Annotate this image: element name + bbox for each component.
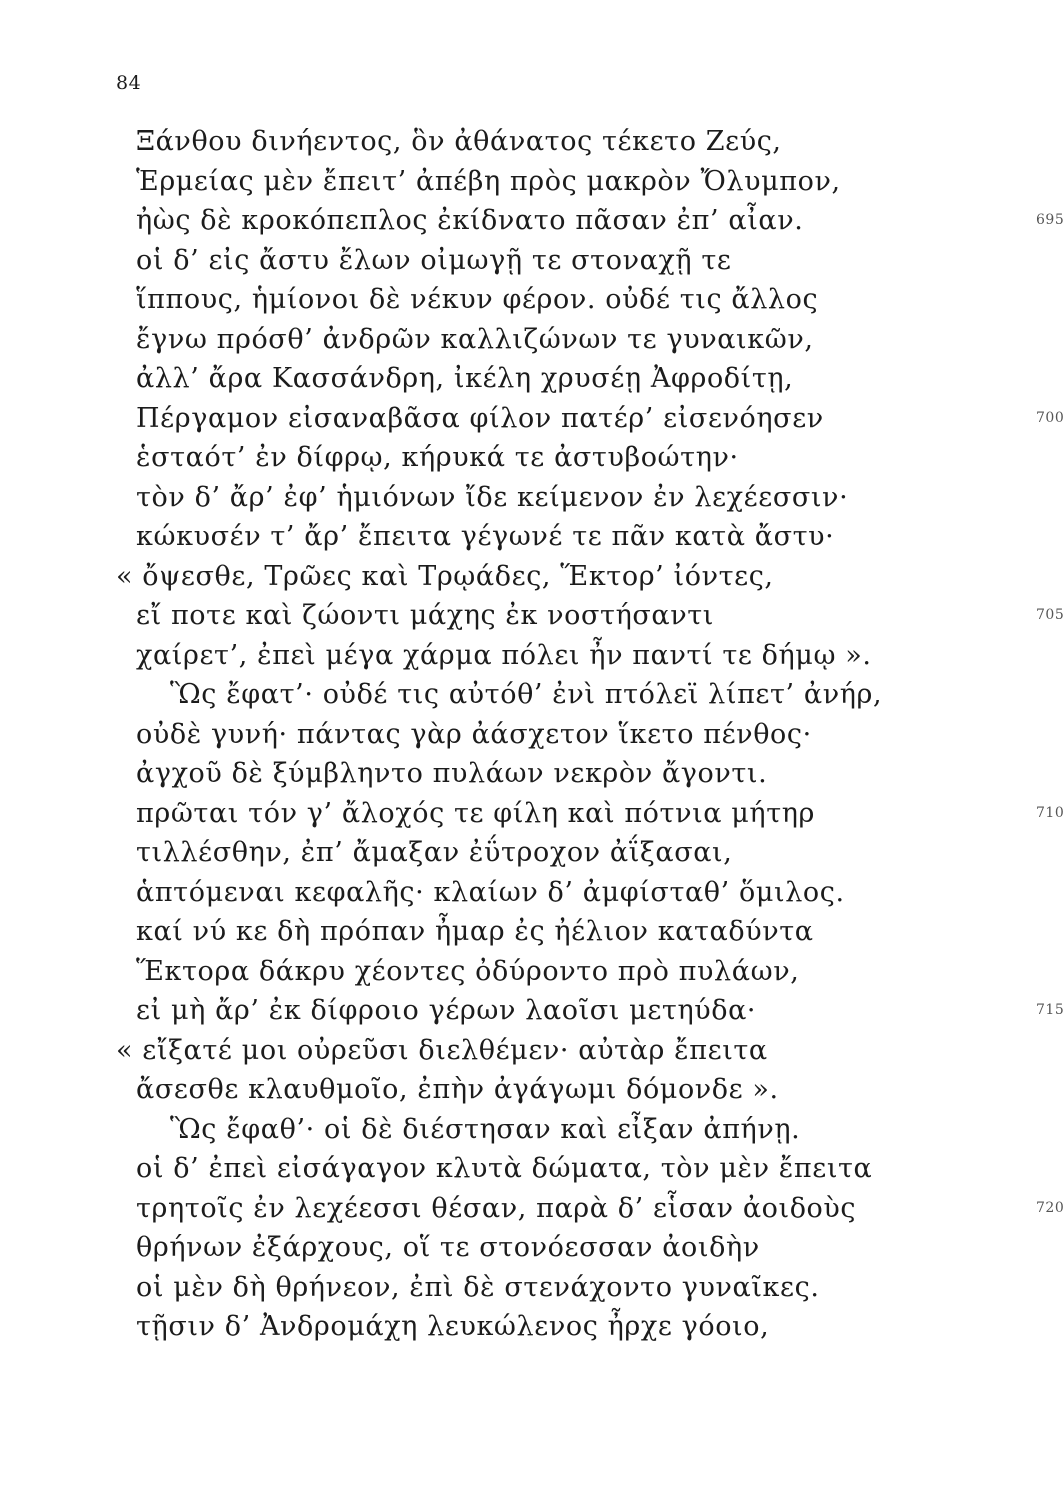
verse-line bbox=[116, 1031, 856, 1071]
verse-line bbox=[136, 320, 856, 360]
verse-line bbox=[136, 912, 856, 952]
verse-line bbox=[136, 1070, 856, 1110]
verse-text: Ἕκτορα δάκρυ χέοντες ὀδύροντο πρὸ πυλάων, bbox=[136, 955, 800, 987]
verse-line bbox=[136, 1268, 856, 1308]
verse-text: ἵππους, ἡμίονοι δὲ νέκυν φέρον. οὐδέ τις ἄλλος bbox=[136, 284, 819, 315]
verse-line bbox=[136, 122, 856, 162]
verse-line bbox=[136, 715, 856, 755]
verse-line bbox=[136, 359, 856, 399]
verse-text: « ὄψεσθε, Τρῶες καὶ Τρῳάδες, Ἕκτορ’ ἰόντες, bbox=[116, 560, 774, 592]
verse-text: Ὣς ἔφαθ’· οἱ δὲ διέστησαν καὶ εἶξαν ἀπήνῃ. bbox=[170, 1113, 801, 1145]
line-number: 695 bbox=[1036, 212, 1064, 228]
verse-text: τιλλέσθην, ἐπ’ ἄμαξαν ἐΰτροχον ἀΐξασαι, bbox=[136, 837, 733, 868]
verse-line bbox=[136, 833, 856, 873]
verse-line bbox=[136, 596, 1064, 636]
verse-line bbox=[136, 1307, 856, 1347]
verse-line bbox=[136, 241, 856, 281]
verse-line bbox=[136, 162, 856, 202]
verse-text: ἀλλ’ ἄρα Κασσάνδρη, ἰκέλη χρυσέῃ Ἀφροδίτῃ, bbox=[136, 363, 794, 394]
line-number: 715 bbox=[1036, 1002, 1064, 1018]
verse-text: ἠὼς δὲ κροκόπεπλος ἐκίδνατο πᾶσαν ἐπ’ αἶαν. bbox=[136, 205, 804, 236]
verse-line bbox=[136, 794, 1064, 834]
verse-line bbox=[136, 1110, 856, 1150]
line-number: 700 bbox=[1036, 409, 1064, 426]
line-number: 705 bbox=[1036, 607, 1064, 623]
verse-line bbox=[136, 478, 856, 518]
verse-line bbox=[116, 557, 856, 597]
verse-text: ἔγνω πρόσθ’ ἀνδρῶν καλλιζώνων τε γυναικῶν, bbox=[136, 323, 814, 355]
verse-text: οὐδὲ γυνή· πάντας γὰρ ἀάσχετον ἵκετο πένθος· bbox=[136, 718, 812, 750]
verse-text: εἰ μὴ ἄρ’ ἐκ δίφροιο γέρων λαοῖσι μετηύδα· bbox=[136, 995, 757, 1026]
verse-line bbox=[136, 873, 856, 913]
verse-line bbox=[136, 991, 1064, 1031]
verse-line bbox=[136, 675, 883, 715]
line-number: 720 bbox=[1036, 1199, 1064, 1216]
verse-text: τὸν δ’ ἄρ’ ἐφ’ ἡμιόνων ἴδε κείμενον ἐν λεχέεσσιν· bbox=[136, 481, 849, 513]
verse-text: χαίρετ’, ἐπεὶ μέγα χάρμα πόλει ἦν παντί τε δήμῳ ». bbox=[136, 639, 872, 671]
verse-text: οἱ μὲν δὴ θρήνεον, ἐπὶ δὲ στενάχοντο γυναῖκες. bbox=[136, 1271, 820, 1303]
verse-line bbox=[136, 1149, 873, 1189]
verse-line bbox=[136, 438, 856, 478]
verse-text: πρῶται τόν γ’ ἄλοχός τε φίλη καὶ πότνια μήτηρ bbox=[136, 797, 815, 829]
verse-line bbox=[136, 517, 856, 557]
verse-text: Ὣς ἔφατ’· οὐδέ τις αὐτόθ’ ἐνὶ πτόλεϊ λίπετ’ ἀνήρ, bbox=[170, 679, 883, 710]
verse-line bbox=[136, 636, 872, 676]
verse-text: Πέργαμον εἰσαναβᾶσα φίλον πατέρ’ εἰσενόησεν bbox=[136, 402, 824, 434]
verse-text: οἱ δ’ εἰς ἄστυ ἔλων οἰμωγῇ τε στοναχῇ τε bbox=[136, 244, 732, 276]
verse-line bbox=[136, 201, 1064, 241]
verse-text: τρητοῖς ἐν λεχέεσσι θέσαν, παρὰ δ’ εἷσαν ἀοιδοὺς bbox=[136, 1192, 857, 1224]
verse-line bbox=[136, 1228, 856, 1268]
verse-line bbox=[136, 280, 856, 320]
verse-line bbox=[136, 399, 1064, 439]
verse-text: κώκυσέν τ’ ἄρ’ ἔπειτα γέγωνέ τε πᾶν κατὰ ἄστυ· bbox=[136, 521, 835, 552]
verse-text: ἁπτόμεναι κεφαλῆς· κλαίων δ’ ἀμφίσταθ’ ὅμιλος. bbox=[136, 876, 845, 908]
verse-line bbox=[136, 1189, 1064, 1229]
verse-text: ἀγχοῦ δὲ ξύμβληντο πυλάων νεκρὸν ἄγοντι. bbox=[136, 758, 768, 789]
verse-text: ἄσεσθε κλαυθμοῖο, ἐπὴν ἀγάγωμι δόμονδε ». bbox=[136, 1074, 779, 1105]
verse-text: Ἑρμείας μὲν ἔπειτ’ ἀπέβη πρὸς μακρὸν Ὄλυμπον, bbox=[136, 165, 841, 197]
verse-text: « εἴξατέ μοι οὐρεῦσι διελθέμεν· αὐτὰρ ἔπειτα bbox=[116, 1034, 768, 1066]
verse-text: καί νύ κε δὴ πρόπαν ἦμαρ ἐς ἠέλιον καταδύντα bbox=[136, 916, 814, 947]
verse-text: ἑσταότ’ ἐν δίφρῳ, κήρυκά τε ἀστυβοώτην· bbox=[136, 442, 739, 473]
verse-line bbox=[136, 754, 856, 794]
verse-block bbox=[116, 122, 1064, 1347]
verse-text: οἱ δ’ ἐπεὶ εἰσάγαγον κλυτὰ δώματα, τὸν μὲν ἔπειτα bbox=[136, 1153, 873, 1184]
line-number: 710 bbox=[1036, 804, 1064, 821]
page-number: 84 bbox=[116, 72, 142, 94]
verse-line bbox=[136, 952, 856, 992]
verse-text: θρήνων ἐξάρχους, οἵ τε στονόεσσαν ἀοιδὴν bbox=[136, 1232, 760, 1263]
verse-text: Ξάνθου δινήεντος, ὃν ἀθάνατος τέκετο Ζεύς, bbox=[136, 126, 782, 157]
verse-text: τῇσιν δ’ Ἀνδρομάχη λευκώλενος ἦρχε γόοιο, bbox=[136, 1311, 770, 1342]
verse-text: εἴ ποτε καὶ ζώοντι μάχης ἐκ νοστήσαντι bbox=[136, 600, 714, 631]
